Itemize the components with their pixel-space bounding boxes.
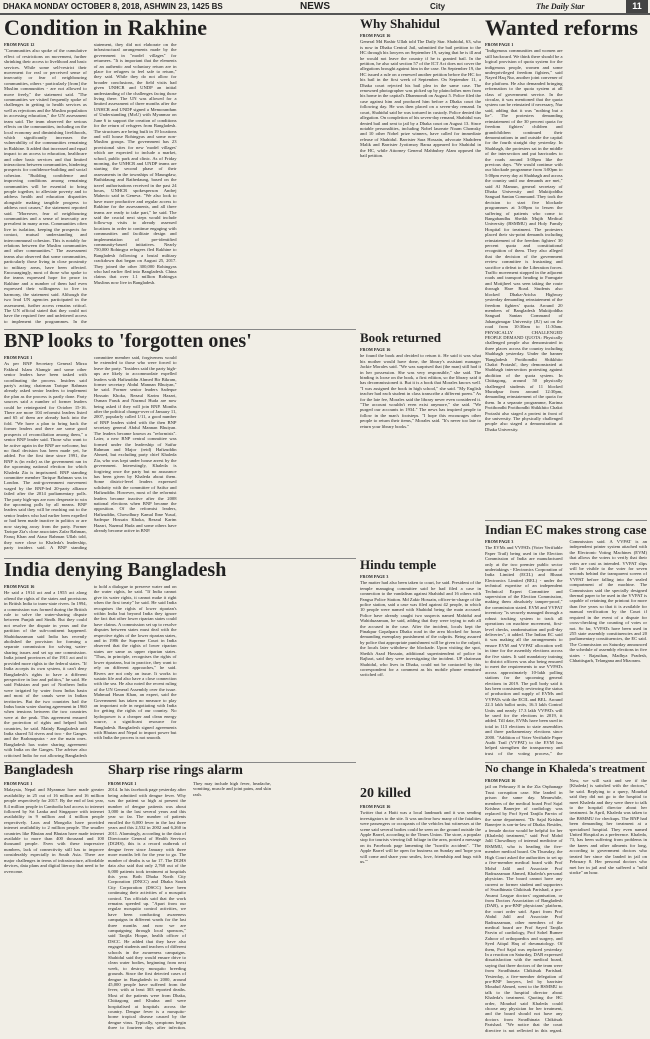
article-body (485, 539, 647, 758)
article-body (4, 781, 104, 1034)
jump-line: FROM PAGE 16 (4, 584, 35, 589)
body-text: As per BNP Secretary General Mirza Fakhrul Islam Alamgir and some other senior leaders have been tasked with coordinating the process. Insiders said party's acting chairman Tarique Rahman already asked senior leaders to implement the plan as the process is partly done. Party sources said a number of former leaders could be reintegrated for October 15-16. There are more 104 reformist leaders listed and 65 of them are already back into the fold. "We have a plan to bring back the former leaders and there are some good prospects of reconciliation among them," a senior BNP leader said. Those who want to be active again in the BNP are welcome, but no final decision has been made yet, he added. For the first time since 1991, the BNP is (in exile) as the government ran in the upcoming national election for which Khaleda Zia is imprisoned. BNP standing committee member Tarique Rahman was in London. The anti-government movement waged by the BNP-led 20-party alliance failed after the 2014 parliamentary polls. The party high-ups are now desperate to win the upcoming polls by all means. BNP leaders said they will be reaching out to the senior leaders who had earlier been expelled or had been made inactive in politics or are now staying away from the party. Former Tarique Zia's close associates Zafar Rahman, Faruq Khan and Ataur Rahman Ullah told, they were close to Khaleda's leadership, party insiders said. A BNP standing committee member said, forgiveness would be extended to those who were forced to leave the party. "Insiders said the party high-ups are likely to accommodate expelled leaders with Hafizuddin Ahmed Bir Bikram, former secretary Abdul Mannan Bhuiyan," he said. Former senior leaders Sadeque Hossain Khoka, Rezaul Karim Hazari, Osman Faruk and Nazmul Huda are now being asked if they will join BNP. Months after the political change-over of January 11, 2007, popularly called 1/11, a good number of BNP leaders sided with the then BNP secretary general Abdul Mannan Bhuiyan. The leaders became known as "reformists". Later, a new BNP central committee was formed under the leadership of Saifur Rahman and Major (retd) Hafizuddin Ahmed, but excluding party chief Khaleda Zia, who was kept under house arrest by the government. Interestingly, Khaleda is forgiving once the party but no assurance has been given by Khaleda about them. Some district-level leaders expressed solidarity with the committee of Saifur and Hafizuddin. However, most of the reformist leaders became inactive after the 2008 national elections when BNP became the opposition. Of the reformist leaders, Hafizuddin, Chowdhury Kamal Ibne Yusuf, Sadeque Hossain Khoka, Rezaul Karim Hazari, Nazmul Huda and some others have already become active in BNP. (4, 355, 177, 551)
jump-line: FROM PAGE 12 (4, 42, 35, 47)
divider (4, 329, 356, 330)
jump-line: FROM PAGE 3 (360, 574, 389, 579)
body-text: 2014. In his facebook page yesterday after being admitted with dengue fever. Why was the patient so high at present the number of dengue patients was about 3,000 in the last several years and this year so far. The number of patients enrolled the 6,000 fever in the last three years and this 2,532 in 2002 and 6,260 in 2011. Alarmingly, according to the data of Directorate General of Health Services (DGHS), this is a record outbreak of dengue fever since January with three more months left for the year to go. The number of deaths is so far 17. The DGHS data also said that only 2,768 out of the 6,000 patients took treatment at hospitals this year. Both Dhaka North City Corporation (DNCC) and Dhaka South City Corporation (DSCC) have been continuing their activities of a mosquito control. Tax officials said that the work remains speeded up. "Apart from our regular mosquito control activities, we have been conducting awareness campaigns in different wards for the last three months and now we are campaigning through local sponsors," said Tanjila Hoque, health officer of DSCC. He added that they have also engaged students and teachers of different schools in the awareness campaigns. Shahidul said they would ensure drive to clean water bodies, beginning from next week, to destroy mosquito breeding grounds. Since the first detected cases of dengue in Bangladesh in 2000, around 45,000 people have suffered from the fever, with at least 303 reported deaths. Most of the patients were from Dhaka, Chittagong and Khulna and were hospitalised at hospitals across the country. Dengue fever is a mosquito-borne tropical disease caused by the dengue virus. Typically, symptoms begin three to fourteen days after infection. They may include high fever, headache, vomiting, muscle and joint pains, and skin rash. (108, 781, 271, 1031)
article-wanted-reforms (485, 17, 647, 517)
page-header (0, 0, 650, 15)
headline: Why Shahidul (360, 17, 440, 31)
headline: 20 killed (360, 787, 411, 801)
article-khaleda-treatment (485, 764, 647, 1036)
article-bangladesh (4, 764, 104, 1036)
body-text: The EVMs and VVPATs (Voter Verifiable Paper Trail) being used in the Election Commission of India are manufactured only at the two premier public sector undertakings - Electronics Corporation of India Limited (ECIL) and Bharat Electronics Limited (BEL) - under the technical expertise of an independent Technical Expert Committee and supervision of the Election Commission, making them absolutely tamper-proof," the commission stated. EVM and VVPAT inventory "is securely managed through a robust tracking system to track all operations on machine movement, first-level checks, randomisation and poll-day deliveries", it added. The Indian EC said it was making all the arrangements to ensure EVM and VVPAT allocation well in time for the assembly elections across the five states. It said mandatory training to district officers was also being ensured to meet the requirements to use VVPATs across approximately 10-lakh polling stations for the upcoming general elections in 2019. The poll body said it has been consistently reviewing the status of production and supply of EVMs and VVPATs with the ECIL and BEL. Around 22.3 lakh ballot units, 16.3 lakh Control Units and nearly 17.3 lakh VVPATs will be used for the elections in 2019, it added. Till date, EVMs have been used in total in 113 elections to state assemblies and three parliamentary elections since 2000. "Addition of Voter Verifiable Paper Audit Trail (VVPAT) to the EVM has helped strengthen the transparency and trust of the voting process," the Commission said. A VVPAT is an independent printer system attached with the Electronic Voting Machines (EVM) that allows the voters to verify that their votes are cast as intended. VVPAT slips will be visible to the voter for seven seconds behind the transparent screen of VVPAT before falling into the sealed compartment of the machine. The Commission said the specially designed thermal paper to be used in the VVPAT is capable of retaining the printout for more than five years so that it is available for manual verification by the Court if required in the event of a dispute for cross-checking the counting of votes or not. So far, VVPATs have been used in 255 state assembly constituencies and 20 parliamentary constituencies, the EC said. The Commission on Saturday announced the schedule of assembly elections in five states - Rajasthan, Madhya Pradesh, Chhattisgarh, Telangana and Mizoram. (485, 539, 647, 756)
article-sharp-rise (108, 764, 356, 1036)
body-text: General Md Bashir Ullah told The Daily Star. Shahidul, 63, who is now in Dhaka Central Jail, submitted the bail petition to the HC through his lawyers on September 19, saying that he is ill and he would not leave the country if he is granted bail. In the petition, he also said section 57 of the ICT Act does not cover the allegations brought against him in the case. On September 19, the HC issued a rule on a renewed another petition before the HC for his bail in the first week of September. On September 11, a Dhaka court rejected his bail plea in the same case. The renowned photographer was picked up by plainclothes men from his home in the capital's Dhanmondi on August 5. Police filed the case against him and produced him before a Dhaka court the following day. He was then placed on a seven-day remand. In court, Shahidul said he was tortured in custody. Police denied the allegation. On completion of his seven-day remand, Shahidul was denied bail and sent to jail by a Dhaka court on August 13. Since notable personalities, including Nobel laureate Noam Chomsky and 10 other Nobel prize winners, have called for immediate release of Shahidul. Barrister Sara Hossain, advocate Shahdeen Malik and Barrister Jyotirmoy Barua appeared for Shahidul in the HC, while Attorney General Mahbubey Alam opposed the bail petition. (360, 39, 481, 158)
paper-name: The Daily Star (536, 2, 585, 11)
jump-line: FROM PAGE 1 (4, 355, 33, 360)
article-body (4, 355, 356, 555)
jump-line: FROM PAGE 1 (4, 781, 33, 786)
page-number: 11 (626, 0, 648, 13)
headline: India denying Bangladesh (4, 560, 227, 581)
divider (4, 762, 356, 763)
article-condition-in-rakhine (4, 17, 356, 327)
body-text: jail on February 8 in the Zia Orphanage Trust corruption case. She landed in prison the same day. Meanwhile, members of the medical board Prof Sajal Krishna Banerjee of cardiology was replaced by Prof Syed Tanjila Parvin of the same department. "Dr Sajal Krishna Banerjee is son-in-law of Dhaka. Besides, a female doctor would be helpful for her (Khaleda) treatment," said Prof Mohd Jalil Chowdhury of internal medicine of BSMMU, who is heading the five-member medical board. On Thursday, the High Court asked the authorities to set up a five-member medical board with Prof Mohd Jalil and Associate Prof Badruzzaman Ahmed, Khaleda's personal physician. The board cannot have any current or former student and supporters of Swadhinata Chikitsak Parishad, a pro-Awami League doctors' organisation, or from Doctors Association of Bangladesh (DAB), a pro-BNP physicians' platform, the court order said. Apart from Prof Abdul Jalil and Associate Prof Badruzzaman, other members of the medical board are Prof Sayed Tanjila Parvin of cardiology, Prof Sohel Rumee Zahoor of orthopaedics and surgery, and Syed Atiqul Haq of rheumatology. Of them, Prof Sajal was replaced yesterday. In a reaction on Saturday, DAB expressed dissatisfaction with the medical board, saying that three doctors of the team were from Swadhinata Chikitsak Parishad. Yesterday, a five-member delegation of pro-BNP lawyers, led by barrister Moudud Ahmed, went to the BSMMU to talk to the hospital director about Khaleda's treatment. Quoting the HC order, Moudud said Khaleda could choose any physician for her treatment, and the board should not have any doctors from Swadhinata Chikitsak Parishad. "We notice that the court directive is not reflected in this regard. Now, we will wait and see if the [Khaleda] is satisfied with the doctors," he said. Replying to a query, Moudud said they did not go to the hospital to meet Khaleda and they were there to talk to the hospital director about her treatment. In April, Khaleda was taken to the BSMMU for checkups. The BNP had been demanding her treatment at a specialised hospital. They even named United Hospital as a preference. Khaleda, 73, has been suffering from problems in the knees and other ailments for long, according to government doctors who treated her since she landed in jail on February 8. Her personal doctors who met her in jail and she suffered a "mild stroke" an hour. (485, 778, 647, 1033)
article-indian-ec (485, 523, 647, 760)
article-body (108, 781, 356, 1034)
headline: Hindu temple (360, 558, 437, 572)
jump-line: FROM PAGE 1 (108, 781, 137, 786)
headline: BNP looks to 'forgotten ones' (4, 331, 252, 352)
article-india-denying-bangladesh (4, 560, 356, 760)
body-text: Twitter that a Haiti was a local landmark and it was sending investigators to the site. It was unclear how many of the fatalities were passengers or occupants of the vehicles but witnesses at the scene said several bodies could be seen on the ground outside the Apple Barrel, according to the Times Union. The store, a popular stop for tourists viewing fall foliage in the area, posted a message on its Facebook page lamenting the "horrific accident". "The Apple Barrel will be open for business on Sunday and 'hope you will come and share your smiles, love, friendship and hugs with us.'" (360, 810, 481, 865)
divider (485, 762, 647, 763)
article-body (360, 804, 481, 1034)
divider (485, 520, 647, 521)
body-text: "Indigenous communities and women are still backward. We think there should be a logical provision of quota system for the indigenous people, women and some underprivileged freedom fighters," said Nayed Haq Nur, another joint convener of the platform. He also demanded bringing reformation to the quota system at all class of government service. In the circular, it was mentioned that the quota system can be reinstated if necessary, Nur said, adding that it was "nothing but a lie". The protesters demanding reinstatement of the 30 percent quota for freedom fighters' children and grandchildren continued their demonstrations in and outside the capital for the fourth straight day yesterday. In Shahbagh, the protesters sat in the middle of the intersection and put barricades to the roads around 3:00pm like the previous days. "We would continue with our blockade programme from 3:00pm to 5:00pm every day at Shahbagh and across the country until our demands are met," said Al Mamun, general secretary of Dhaka University and Muktijoddha Sangsad Santan Command. They took the decision to start five blockade programmes at 3:00pm to lessen the suffering of patients who come to Bangabandhu Sheikh Mujib Medical University (BSMMU) and Holy Family Hospital for treatment. The protesters placed their six-point demands including reinstatement of the freedom fighters' 30 percent quota and constitutional recognition of them. They also alleged that the decision of the government review committee is frustrating and sacrifice a defeat to the Liberation forces. Traffic movement stopped in the adjacent roads and transport heading to Farmgate and Motijheel was seen taking the route through Hare Road. Students also blocked Dhaka-Aricha Highway yesterday demanding reinstatement of the freedom fighters' quota. Around 20 members of Bangladesh Muktijoddha Sangsad Santan Command of Jahangirnagar University (JU) sat on the road from 10:30am to 11:30am. PHYSICALLY CHALLENGED PEOPLE DEMAND QUOTA: Physically challenged people also demonstrated in three places across the country including Shahbagh yesterday. Under the banner 'Bangladesh Protibondhi Shikkhito Chakri Protashi', they demonstrated at Shahbagh intersection protesting against abolition of the quota system. In Chittagong, around 50 physically challenged students of 11 blocked Muradpur from around 12:30pm, demanding reinstatement of the quota for them. In a separate programme, Karima Protibondhi Protibondhi Shikkhito Chakri Protashi also staged a protest in front of the university. The physically challenged people also staged a demonstration at Dhaka University. (485, 48, 563, 432)
headline: No change in Khaleda's treatment (485, 764, 645, 775)
article-body (360, 574, 481, 781)
headline: Sharp rise rings alarm (108, 764, 243, 778)
article-body (360, 33, 481, 325)
jump-line: FROM PAGE 3 (485, 539, 514, 544)
body-text: He said a 1914 act and a 1955 act along oftend the rights of the states and provisions in British India to trans-state rivers. In 1994, a commission was formed during the British rule to solve the water-sharing dispute between Punjab and Sindh. But they could not resolve the dispute in years and the partition of the sub-continent happened. Shahiduzzaman said India has recently abolished the provision for forming a separate commission for solving water-sharing issues and set up one commission. India joined provinces of the 1911 act and it provided more rights to the federal states. "If India accepts its own system, it can't deny Bangladesh's rights to have a different perspective in law and politics," he said. He said Pakistan and part of Northern India were irrigated by water from Indus basin and most of the canals were in Indian territories. But the two countries had the Indus basin water sharing agreement in 1960 when tensions between the two countries were at the peak. This agreement ensured the protection of rights and helped both countries, he said. Mainly Bangladesh and India shared 54 rivers and two - the Ganges and the Brahmaputra - are the main ones. Bangladesh has water sharing agreement with India on the Ganges. The adviser also criticised India for not allowing Bangladesh to hold a dialogue to preserve water and on the water rights, he said. "If India cannot give its water rights, it cannot make it right when the first treaty" he said. He said India recognises the rights of lower riparian's within India but beyond India they ignore the fact that other lower riparian states could have claims. A commission set up to resolve disputes between states must deal with the respective rights of the lower riparian states, and in 1986 the Supreme Court in India observed that the rights of lower riparian states are same as upper riparian states. "Thus, in principle, recognises the rights of lower riparians, but in practice, they want to rely on different approaches," he said. Rivers are not only an issue. It works to sustain life and also have a close connection with the sea. He also noted the recent ruling of the UN General Assembly over the issue. Mahmud Hasan Khan, an expert, said the Government has taken no measure to play an important role in negotiating with India for getting the rights of our country. No hydropower is a cheaper and clean energy source, a significant resource for Bangladesh. Bangladesh signed agreements with Bhutan and Nepal to import power but with India the process is not smooth. (4, 584, 177, 758)
city-label: City (430, 2, 446, 11)
headline: Wanted reforms (485, 17, 638, 40)
article-20-killed (360, 787, 481, 1036)
jump-line: FROM PAGE 1 (485, 42, 514, 47)
jump-line: FROM PAGE 16 (360, 347, 391, 352)
article-bnp-forgotten-ones (4, 331, 356, 556)
article-why-shahidul (360, 17, 481, 327)
section-label: NEWS (300, 1, 330, 12)
headline: Bangladesh (4, 764, 74, 778)
article-body (360, 347, 481, 554)
body-text: he found the book and decided to return it. He said it was what his mother would have done, the library's assistant manager Jackie Morales said. "We was surprised that (the man) still had it in her possession. She was very responsible," she said. The binding is loose on the book, a first edition, so the library said it has decommissioned it. But it is a book that Morales knows well. "I was assigned the book in high school," she said. "My English teacher had each student in class transcribe a different poem." As for the late fee, Morales said the library never even considered it. "The account wouldn't even exist anymore," she said. "We purged our accounts in 1934." The news has inspired people to follow in the man's footsteps. "I hope this encourages other people to return their items," Morales said. "It's never too late to return your library books." (360, 353, 481, 429)
headline: Indian EC makes strong case (485, 523, 647, 537)
body-text: "Communities also spoke of the cumulative effect of restrictions on movement, further shrinking their access to livelihood and basic services. While some self-restrict their movement for real or perceived sense of insecurity or fear of neighbouring communities, others - particularly [from] the Muslim communities - are not allowed to move freely," the statement said. "The communities we visited frequently spoke of challenges in getting to health services as well as rejections and the Muslim population in accessing education," the UN assessment team said. The team observed the serious effects on the communities, including on the local economy and diminishing livelihoods, which significantly increases the vulnerability of the communities remaining in Rakhine. It added that increased and equal impact to an access to education, healthcare and other basic services and that limited interactions between communities, hindering prospects for confidence-building and social cohesion. "Building confidence and improving conditions among remaining communities will be essential to bring people together, to alleviate poverty and to address health and education disparities alongside making tangible progress to address root causes," the statement reported said. "Moreover, fear of neighbouring communities and a sense of insecurity are prevalent in many areas. Communities often live in isolation, keeping the prospects for contact, mutual understanding and intercommunal cohesion. This is notably for relations between the Muslim communities and other communities." The assessment teams also observed that some communities, particularly those living in close proximity to military areas, have been affected. Encouragingly, most of those who spoke to the teams expressed hope for peace in Rakhine and a number of them had even expressed their willingness to live in harmony, the statement said. Although the two lead UN agencies participated in the assessment, further access remains critical. The UN official stated that they could not have the required free and unfettered access to implement the programmes. In the statement, they did not elaborate on the infrastructural arrangements made by the government in "model villages" for returnees. "It is important that the elements of an authentic and voluntary return are in place for refugees to feel safe to return," they said. While they do not allow for broader conclusions, the field visits had given UNHCR and UNDP an initial understanding of the challenges facing those living there. The UN was allowed for a limited assessment of three months after the UNHCR and UNDP signed a Memorandum of Understanding (MoU) with Myanmar on June 6 to support the creation of conditions for the return of refugees from Bangladesh. The structures are being built in 19 locations and will house Rohingyas and some non-Muslim groups. The government has 23 provisional sites for new 'model villages' which are expected to include a market, school, public park and clinic. As of Friday morning, the UNHCR and UNDP teams are starting the second phase of their assessments in the townships of Maungdaw, Buthidaung and Rathedaung, based on the travel authorisations received in the past 24 hours, UNHCR spokesperson Andrej Mahecic said in Geneva. "We also look to have more productive and regular access to Rakhine for the assessments, and all three teams are ready to take part," he said. The said the crucial next steps would include follow-up visits to already assessed locations in order to continue engaging with communities and facilitate design and implementation of pre-identified community-based initiatives. Nearly 750,000 Rohingya refugees fled Rakhine to Bangladesh following a brutal military crackdown that began on August 25, 2017. They joined the other 300,000 Rohingyas who had earlier fled into Bangladesh. China claims that over 1.1 million Rohingya Muslims now live in Bangladesh. (4, 42, 177, 324)
article-body (4, 584, 356, 759)
body-text: Malaysia, Nepal and Myanmar have made greater availability in 25 out of 16 million and 16 million people respectively for 2017. By the end of last year, 8.4 million people in Cambodia had access to internet followed by Sri Lanka and Singapore with internet availability in 9 million and 4 million people respectively. Laos and Mongolia have provided internet availability to 2 million people. The smaller countries like Bhutan and Bhutan have made internet available to more than 400 thousand and 100 thousand people. Even with these impressive numbers, lack of connectivity still has to improve considerably especially in South Asia. There are major challenges in terms of infrastructure, affordable devices, data plans and digital literacy that need to be overcome. (4, 787, 104, 874)
article-book-returned (360, 331, 481, 556)
article-body (485, 42, 647, 516)
article-body (485, 778, 647, 1034)
jump-line: FROM PAGE 16 (360, 33, 391, 38)
dateline: DHAKA MONDAY OCTOBER 8, 2018, ASHWIN 23, 1425 BS (3, 2, 223, 11)
article-body (4, 42, 356, 326)
jump-line: FROM PAGE 16 (485, 778, 516, 783)
body-text: The matter had also been taken to court, he said. President of the temple managing committee said he had filed a case in connection to the vandalism against Shahidul and 16 others with Pangsa Police Station. Md Zakir Hossain, officer-in-charge of the police station, said a case was filed against 42 people, in which 10 people were named with Shahidul being the main accused. Police have already caught two suspects named Mahidul and Wahiduzzaman, he said, adding that they were trying to nab all the accused in the case. After the incident, locals kept the Pinakpur Gopalpara Dhaka road in the area blocked for hours demanding exemplary punishment of the culprits. Being assured by police that appropriate punishment will be given to the culprit, the locals later withdrew the blockade. Upon visiting the spot, Sheikh Azad Hossain, additional superintendent of police in Rajbari, said they were investigating the incident. UP chairman Shahidul, who lives in Dhaka, could not be contacted by this correspondent for a comment as his mobile phone remained switched off. (360, 580, 481, 678)
headline: Book returned (360, 331, 442, 345)
divider (4, 558, 356, 559)
headline: Condition in Rakhine (4, 17, 207, 40)
jump-line: FROM PAGE 16 (360, 804, 391, 809)
article-hindu-temple (360, 558, 481, 783)
